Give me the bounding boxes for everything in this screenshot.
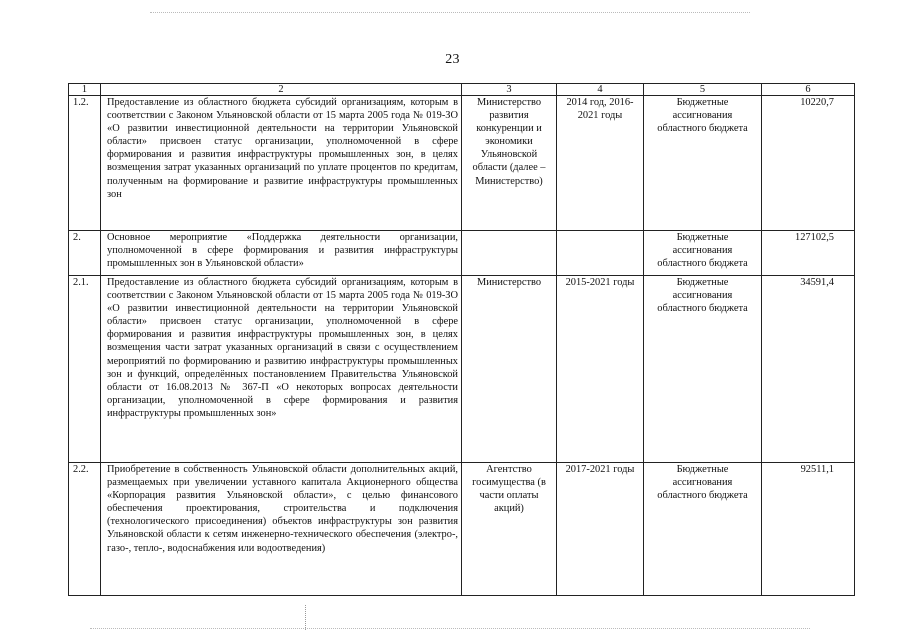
table-row (69, 96, 855, 231)
implementation-period: 2017-2021 годы (557, 463, 644, 596)
measure-description: Предоставление из областного бюджета субсидий организациям, которым в соответствии с Законом Ульяновской области от 15 марта 2005 года № 019-ЗО «О развитии инвестиционной деятельности на территории Ульяновской области» присвоен статус организации, уполномоченной в сфере формирования и развития инфраструктуры промышленных зон, в целях возмещения затрат указанных организаций по уплате процентов по кредитам, полученным на формирование и развитие инфраструктуры промышленных зон (101, 96, 462, 231)
row-number: 2. (69, 231, 101, 276)
row-number: 2.1. (69, 276, 101, 463)
implementation-period: 2014 год, 2016-2021 годы (557, 96, 644, 231)
row-number: 2.2. (69, 463, 101, 596)
scan-artifact-vertical (305, 605, 306, 630)
measure-description: Предоставление из областного бюджета субсидий организациям, которым в соответствии с Законом Ульяновской области от 15 марта 2005 года № 019-ЗО «О развитии инвестиционной деятельности на территории Ульяновской области» присвоен статус организации, уполномоченной в сфере формирования и развития инфраструктуры промышленных зон, в целях возмещения части затрат указанных организаций в связи с осуществлением мероприятий по формированию и развитию инфраструктуры промышленных зон и функций, определённых постановлением Правительства Ульяновской области от 16.08.2013 № 367-П «О некоторых вопросах деятельности организации, уполномоченной в сфере формирования и развития инфраструктуры промышленных зон» (101, 276, 462, 463)
measure-description: Основное мероприятие «Поддержка деятельности организации, уполномоченной в сфере формирования и развития инфраструктуры промышленных зон в Ульяновской области» (101, 231, 462, 276)
funding-amount: 10220,7 (762, 96, 855, 231)
funding-source: Бюджетные ассигнования областного бюджета (644, 231, 762, 276)
column-number-header: 2 (101, 84, 462, 96)
scan-artifact-top (150, 12, 750, 13)
responsible-executor: Агентство госимущества (в части оплаты акций) (462, 463, 557, 596)
table-row (69, 463, 855, 596)
funding-source: Бюджетные ассигнования областного бюджета (644, 276, 762, 463)
page-number: 23 (445, 52, 460, 67)
table-header-row (69, 84, 855, 96)
responsible-executor: Министерство (462, 276, 557, 463)
measures-table (68, 83, 855, 596)
column-number-header: 5 (644, 84, 762, 96)
funding-source: Бюджетные ассигнования областного бюджета (644, 463, 762, 596)
funding-amount: 34591,4 (762, 276, 855, 463)
responsible-executor: Министерство развития конкуренции и экономики Ульяновской области (далее – Министерство) (462, 96, 557, 231)
funding-source: Бюджетные ассигнования областного бюджета (644, 96, 762, 231)
table-row (69, 276, 855, 463)
scan-artifact-bottom (90, 628, 810, 629)
responsible-executor (462, 231, 557, 276)
implementation-period (557, 231, 644, 276)
implementation-period: 2015-2021 годы (557, 276, 644, 463)
column-number-header: 1 (69, 84, 101, 96)
table-row (69, 231, 855, 276)
column-number-header: 3 (462, 84, 557, 96)
measure-description: Приобретение в собственность Ульяновской области дополнительных акций, размещаемых при увеличении уставного капитала Акционерного общества «Корпорация развития Ульяновской области», с целью финансового обеспечения проектирования, строительства и подключения (технологического присоединения) объектов инфраструктуры зон развития Ульяновской области к сетям инженерно-технического обеспечения (электро-, газо-, тепло-, водоснабжения или водоотведения) (101, 463, 462, 596)
funding-amount: 92511,1 (762, 463, 855, 596)
column-number-header: 6 (762, 84, 855, 96)
column-number-header: 4 (557, 84, 644, 96)
funding-amount: 127102,5 (762, 231, 855, 276)
row-number: 1.2. (69, 96, 101, 231)
